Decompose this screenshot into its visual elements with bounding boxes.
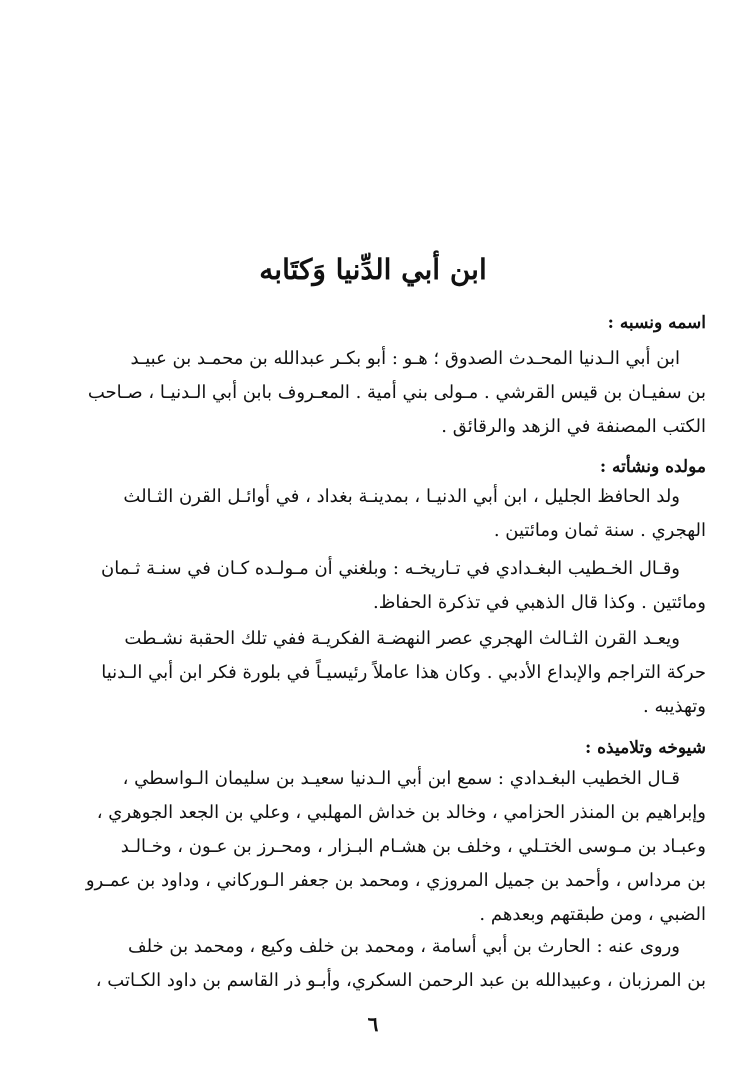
section-heading-teachers-students: شيوخه وتلاميذه : (584, 738, 706, 758)
paragraph (40, 552, 706, 620)
text-line: حركة التراجم والإبداع الأدبي . وكان هذا عاملاً رئيسيـاً في بلورة فكر ابن أبي الـدنيا (101, 662, 706, 683)
text-line: وإبراهيم بن المنذر الحزامي ، وخالد بن خداش المهلبي ، وعلي بن الجعد الجوهري ، (96, 802, 706, 823)
paragraph (40, 762, 706, 932)
text-line: الكتب المصنفة في الزهد والرقائق . (441, 416, 706, 437)
text-line: ولد الحافظ الجليل ، ابن أبي الدنيـا ، بمدينـة بغداد ، في أوائـل القرن الثـالث (123, 486, 680, 507)
text-line: ابن أبي الـدنيا المحـدث الصدوق ؛ هـو : أبو بكـر عبدالله بن محمـد بن عبيـد (130, 348, 680, 369)
paragraph (40, 480, 706, 548)
text-line: وتهذيبه . (643, 696, 706, 717)
paragraph (40, 930, 706, 998)
text-line: بن سفيـان بن قيس القرشي . مـولى بني أمية . المعـروف بابن أبي الـدنيـا ، صـاحب (87, 382, 706, 403)
text-line: الهجري . سنة ثمان ومائتين . (493, 520, 706, 541)
text-line: الضبي ، ومن طبقتهم وبعدهم . (479, 904, 706, 925)
text-line: بن المرزبان ، وعبيدالله بن عبد الرحمن السكري، وأبـو ذر القاسم بن داود الكـاتب ، (95, 970, 706, 991)
section-heading-birth-upbringing: مولده ونشأته : (599, 457, 706, 477)
text-line: قـال الخطيب البغـدادي : سمع ابن أبي الـدنيا سعيـد بن سليمان الـواسطي ، (122, 768, 680, 789)
page-number: ٦ (367, 1012, 379, 1036)
paragraph (40, 342, 706, 444)
text-line: ومائتين . وكذا قال الذهبي في تذكرة الحفاظ. (373, 592, 706, 613)
paragraph (40, 622, 706, 724)
text-line: وروى عنه : الحارث بن أبي أسامة ، ومحمد بن خلف وكيع ، ومحمد بن خلف (127, 936, 680, 957)
text-line: وعبـاد بن مـوسى الختـلي ، وخلف بن هشـام البـزار ، ومحـرز بن عـون ، وخـالـد (120, 836, 706, 857)
section-heading-name-lineage: اسمه ونسبه : (607, 313, 706, 333)
page-title: ابن أبي الدِّنيا وَكتَابه (259, 253, 487, 286)
text-line: ويعـد القرن الثـالث الهجري عصر النهضـة الفكريـة ففي تلك الحقبة نشـطت (124, 628, 680, 649)
text-line: بن مرداس ، وأحمد بن جميل المروزي ، ومحمد بن جعفر الـوركاني ، وداود بن عمـرو (85, 870, 706, 891)
text-line: وقـال الخـطيب البغـدادي في تـاريخـه : وبلغني أن مـولـده كـان في سنـة ثـمان (101, 558, 680, 579)
